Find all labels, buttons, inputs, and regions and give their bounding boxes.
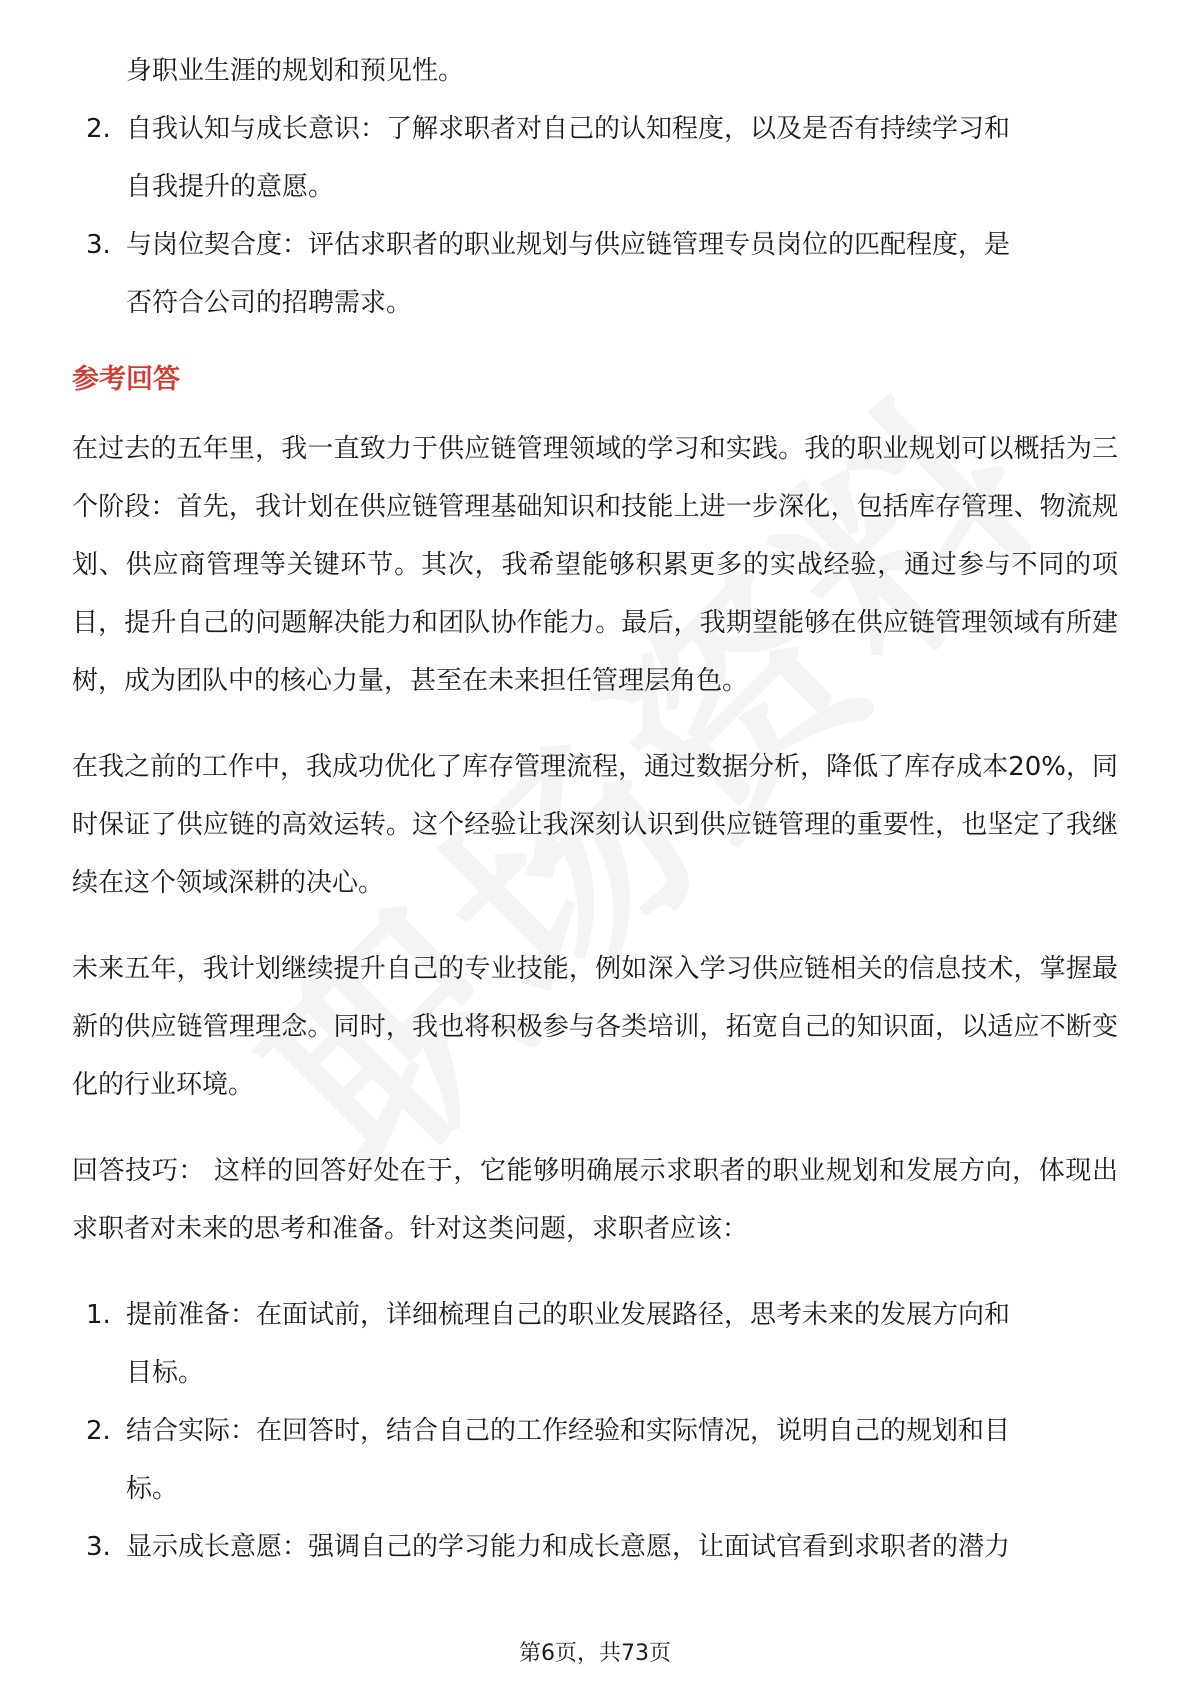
section-heading: 参考回答 <box>72 364 180 395</box>
page-content <box>72 42 1118 1576</box>
list-item-continuation: 目标。 <box>126 1358 205 1388</box>
list-item-continuation: 自我提升的意愿。 <box>126 172 335 202</box>
list-number: 1. <box>86 1300 111 1330</box>
list-item-text: 显示成长意愿：强调自己的学习能力和成长意愿，让面试官看到求职者的潜力 <box>126 1532 1011 1562</box>
list-number: 3. <box>86 1532 111 1562</box>
list-continuation: 身职业生涯的规划和预见性。 <box>126 56 465 86</box>
list-item-continuation: 标。 <box>126 1474 179 1504</box>
list-item <box>72 100 1118 158</box>
answer-paragraph: 未来五年，我计划继续提升自己的专业技能，例如深入学习供应链相关的信息技术，掌握最新的供应链管理理念。同时，我也将积极参与各类培训，拓宽自己的知识面，以适应不断变化的行业环境。 <box>72 954 1118 1100</box>
list-item-text: 与岗位契合度：评估求职者的职业规划与供应链管理专员岗位的匹配程度，是 <box>126 230 1011 260</box>
list-number: 2. <box>86 114 111 144</box>
answer-paragraph: 在过去的五年里，我一直致力于供应链管理领域的学习和实践。我的职业规划可以概括为三个阶段：首先，我计划在供应链管理基础知识和技能上进一步深化，包括库存管理、物流规划、供应商管理等关键环节。其次，我希望能够积累更多的实战经验，通过参与不同的项目，提升自己的问题解决能力和团队协作能力。最后，我期望能够在供应链管理领域有所建树，成为团队中的核心力量，甚至在未来担任管理层角色。 <box>72 434 1118 696</box>
list-item <box>72 1286 1118 1344</box>
answer-paragraph: 在我之前的工作中，我成功优化了库存管理流程，通过数据分析，降低了库存成本20%，同时保证了供应链的高效运转。这个经验让我深刻认识到供应链管理的重要性，也坚定了我继续在这个领域深耕的决心。 <box>72 752 1118 898</box>
list-item <box>72 1402 1118 1460</box>
list-item <box>72 216 1118 274</box>
tips-list <box>72 1286 1118 1576</box>
evaluation-points-list <box>72 100 1118 332</box>
list-item-text: 结合实际：在回答时，结合自己的工作经验和实际情况，说明自己的规划和目 <box>126 1416 1011 1446</box>
list-number: 3. <box>86 230 111 260</box>
list-number: 2. <box>86 1416 111 1446</box>
list-item-continuation: 否符合公司的招聘需求。 <box>126 288 413 318</box>
list-item-text: 提前准备：在面试前，详细梳理自己的职业发展路径，思考未来的发展方向和 <box>126 1300 1011 1330</box>
tips-intro: 回答技巧： 这样的回答好处在于，它能够明确展示求职者的职业规划和发展方向，体现出求职者对未来的思考和准备。针对这类问题，求职者应该： <box>72 1156 1118 1244</box>
list-item <box>72 1518 1118 1576</box>
page-number-footer: 第6页，共73页 <box>519 1641 671 1666</box>
list-item-text: 自我认知与成长意识：了解求职者对自己的认知程度，以及是否有持续学习和 <box>126 114 1011 144</box>
